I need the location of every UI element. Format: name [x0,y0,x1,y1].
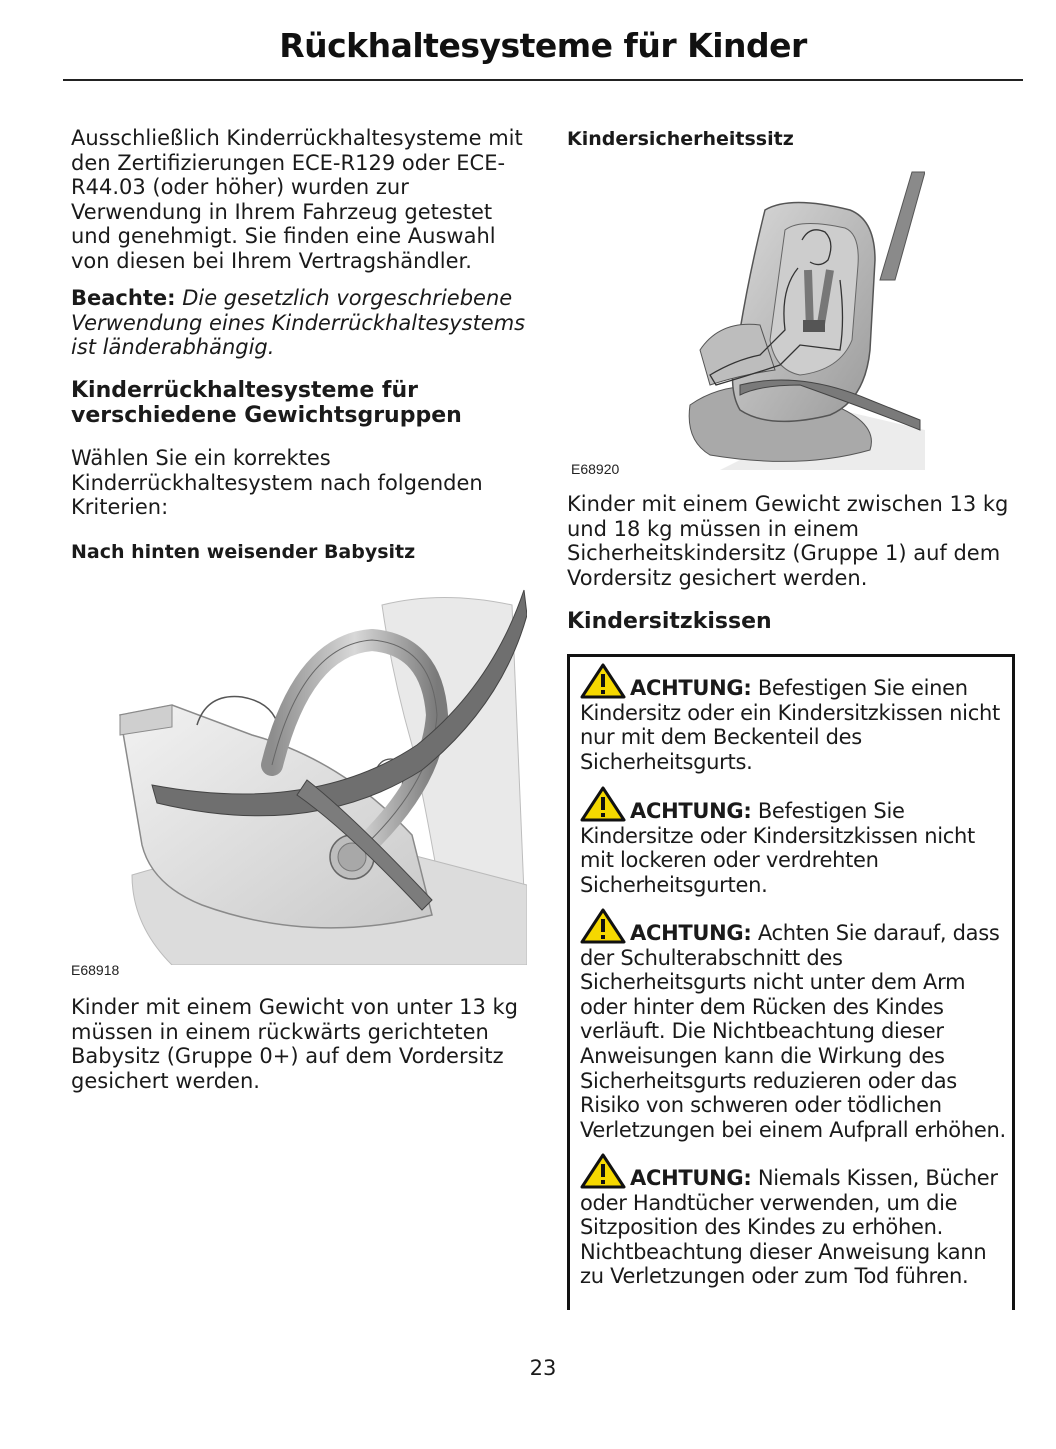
warning-triangle-icon [580,1153,626,1189]
page-title: Rückhaltesysteme für Kinder [279,26,807,65]
warning-box [567,654,1015,1310]
warning-1 [580,663,1010,774]
intro-paragraph: Ausschließlich Kinderrückhaltesysteme mit den Zertifizierungen ECE-R129 oder ECE-R44.03 (oder höher) wurden zur Verwendung in Ihrem Fahrzeug getestet und genehmigt. Sie finden eine Auswahl von diesen bei Ihrem Vertragshändler. [71,126,523,273]
note-text: Die gesetzlich vorgeschriebene Verwendung eines Kinderrückhaltesystems ist länderabhängig. [71,286,526,360]
page-number: 23 [529,1356,557,1380]
babyseat-figure-id: E68918 [71,962,120,978]
booster-cushion-heading: Kindersitzkissen [567,609,772,634]
header-rule [63,79,1023,81]
warning-3-label: ACHTUNG: [630,921,752,945]
warning-2-label: ACHTUNG: [630,799,752,823]
weight-groups-intro: Wählen Sie ein korrektes Kinderrückhaltesystem nach folgenden Kriterien: [71,446,483,520]
warning-2 [580,786,1010,897]
warning-4 [580,1153,1010,1289]
rear-facing-babyseat-illustration [112,585,527,965]
warning-3-text: Achten Sie darauf, dass der Schulterabschnitt des Sicherheitsgurts nicht unter dem Arm oder hinter dem Rücken des Kindes verläuft. Die Nichtbeachtung dieser Anweisungen kann die Wirkung des Sicherheitsgurts reduzieren oder das Risiko von schweren oder tödlichen Verletzungen bei einem Aufprall erhöhen. [580,921,1006,1142]
childseat-heading: Kindersicherheitssitz [567,128,794,150]
childseat-illustration [680,170,925,470]
warning-triangle-icon [580,663,626,699]
warning-4-text: Niemals Kissen, Bücher oder Handtücher verwenden, um die Sitzposition des Kindes zu erhöhen. Nichtbeachtung dieser Anweisung kann zu Verletzungen oder zum Tod führen. [580,1166,998,1289]
babyseat-description: Kinder mit einem Gewicht von unter 13 kg müssen in einem rückwärts gerichteten Babysitz (Gruppe 0+) auf dem Vordersitz gesichert werden. [71,995,518,1093]
childseat-description: Kinder mit einem Gewicht zwischen 13 kg und 18 kg müssen in einem Sicherheitskindersitz (Gruppe 1) auf dem Vordersitz gesichert werden. [567,492,1009,590]
warning-3 [580,908,1010,1142]
note-paragraph [71,286,526,360]
warning-1-text: Befestigen Sie einen Kindersitz oder ein Kindersitzkissen nicht nur mit dem Beckenteil des Sicherheitsgurts. [580,676,1000,774]
childseat-figure-id: E68920 [571,461,620,477]
warning-triangle-icon [580,908,626,944]
rear-facing-babyseat-heading: Nach hinten weisender Babysitz [71,541,416,563]
warning-2-text: Befestigen Sie Kindersitze oder Kindersitzkissen nicht mit lockeren oder verdrehten Sicherheitsgurten. [580,799,975,897]
warning-triangle-icon [580,786,626,822]
warning-1-label: ACHTUNG: [630,676,752,700]
warning-4-label: ACHTUNG: [630,1166,752,1190]
note-label: Beachte: [71,286,176,310]
weight-groups-heading: Kinderrückhaltesysteme für verschiedene Gewichtsgruppen [71,378,462,428]
